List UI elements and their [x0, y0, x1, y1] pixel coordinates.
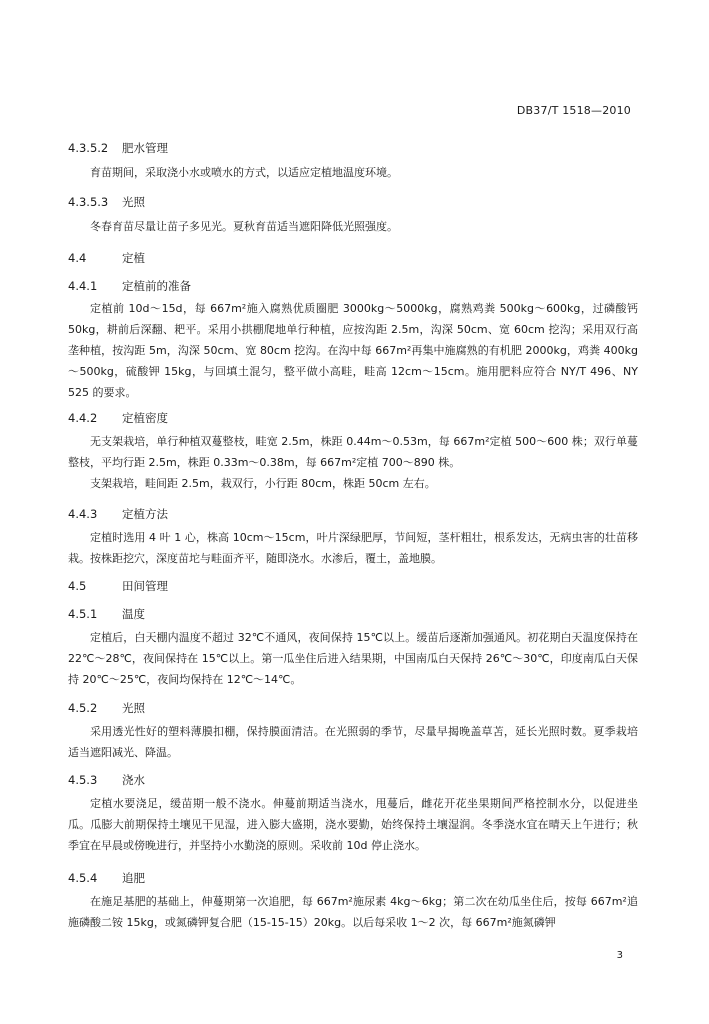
section-heading: [68, 278, 638, 294]
paragraph: 采用透光性好的塑料薄膜扣棚，保持膜面清洁。在光照弱的季节，尽量早揭晚盖草苫，延长光照时数。夏季栽培适当遮阳减光、降温。: [68, 725, 638, 759]
section-title: 田间管理: [122, 579, 168, 593]
section-number: 4.4.3: [68, 507, 98, 521]
section-heading: [68, 772, 638, 788]
paragraph: 在施足基肥的基础上，伸蔓期第一次追肥，每 667m²施尿素 4kg～6kg；第二次在幼瓜坐住后，按每 667m²追施磷酸二铵 15kg，或氮磷钾复合肥（15-15-15）20kg。以后每采收 1～2 次，每 667m²施氮磷钾: [68, 895, 638, 929]
section-heading: [68, 700, 638, 716]
paragraph: 育苗期间，采取浇小水或喷水的方式，以适应定植地温度环境。: [90, 166, 398, 179]
section-title: 定植前的准备: [122, 279, 191, 293]
section-title: 定植密度: [122, 411, 168, 425]
section-title: 肥水管理: [122, 141, 168, 155]
section-heading: [68, 410, 638, 426]
section-heading: [68, 140, 638, 156]
page-number: 3: [616, 950, 623, 961]
section-heading: [68, 578, 638, 594]
paragraph: 支架栽培，畦间距 2.5m，栽双行，小行距 80cm，株距 50cm 左右。: [90, 477, 436, 490]
section-title: 追肥: [122, 871, 145, 885]
section-heading: [68, 250, 638, 266]
section-number: 4.3.5.2: [68, 141, 109, 155]
section-number: 4.5.3: [68, 773, 98, 787]
paragraph: 定植前 10d～15d，每 667m²施入腐熟优质圈肥 3000kg～5000kg，腐熟鸡粪 500kg～600kg，过磷酸钙 50kg，耕前后深翻、耙平。采用小拱棚爬地单行种植，应按沟距 2.5m，沟深 50cm、宽 60cm 挖沟；采用双行高垄种植，按沟距 5m，沟深 50cm、宽 80cm 挖沟。在沟中每 667m²再集中施腐熟的有机肥 2000kg，鸡粪 400kg～500kg，硫酸钾 15kg，与回填土混匀，整平做小高畦，畦高 12cm～15cm。施用肥料应符合 NY/T 496、NY 525 的要求。: [68, 302, 638, 399]
section-number: 4.5.2: [68, 701, 98, 715]
section-number: 4.5.1: [68, 607, 98, 621]
paragraph: 冬春育苗尽量让苗子多见光。夏秋育苗适当遮阳降低光照强度。: [90, 220, 398, 233]
section-number: 4.5.4: [68, 871, 98, 885]
section-heading: [68, 506, 638, 522]
section-heading: [68, 870, 638, 886]
section-number: 4.5: [68, 579, 87, 593]
paragraph: 定植水要浇足，缓苗期一般不浇水。伸蔓前期适当浇水，甩蔓后，雌花开花坐果期间严格控制水分，以促进坐瓜。瓜膨大前期保持土壤见干见湿，进入膨大盛期，浇水要勤，始终保持土壤湿润。冬季浇水宜在晴天上午进行；秋季宜在早晨或傍晚进行，并坚持小水勤浇的原则。采收前 10d 停止浇水。: [68, 797, 638, 852]
section-number: 4.3.5.3: [68, 195, 109, 209]
section-heading: [68, 606, 638, 622]
section-title: 定植方法: [122, 507, 168, 521]
section-number: 4.4.2: [68, 411, 98, 425]
paragraph: 定植时选用 4 叶 1 心，株高 10cm～15cm，叶片深绿肥厚，节间短，茎杆粗壮，根系发达，无病虫害的壮苗移栽。按株距挖穴，深度苗坨与畦面齐平，随即浇水。水渗后，覆土，盖地膜。: [68, 531, 638, 565]
section-title: 光照: [122, 195, 145, 209]
section-title: 温度: [122, 607, 145, 621]
paragraph: 定植后，白天棚内温度不超过 32℃不通风，夜间保持 15℃以上。缓苗后逐渐加强通风。初花期白天温度保持在 22℃～28℃，夜间保持在 15℃以上。第一瓜坐住后进入结果期，中国南瓜白天保持 26℃～30℃，印度南瓜白天保持 20℃～25℃，夜间均保持在 12℃～14℃。: [68, 631, 638, 686]
section-heading: [68, 194, 638, 210]
section-title: 浇水: [122, 773, 145, 787]
section-number: 4.4: [68, 251, 87, 265]
section-title: 光照: [122, 701, 145, 715]
section-title: 定植: [122, 251, 145, 265]
section-number: 4.4.1: [68, 279, 98, 293]
standard-code: DB37/T 1518—2010: [516, 104, 631, 117]
paragraph: 无支架栽培，单行种植双蔓整枝，畦宽 2.5m，株距 0.44m～0.53m，每 667m²定植 500～600 株；双行单蔓整枝，平均行距 2.5m，株距 0.33m～0.38m，每 667m²定植 700～890 株。: [68, 435, 638, 469]
